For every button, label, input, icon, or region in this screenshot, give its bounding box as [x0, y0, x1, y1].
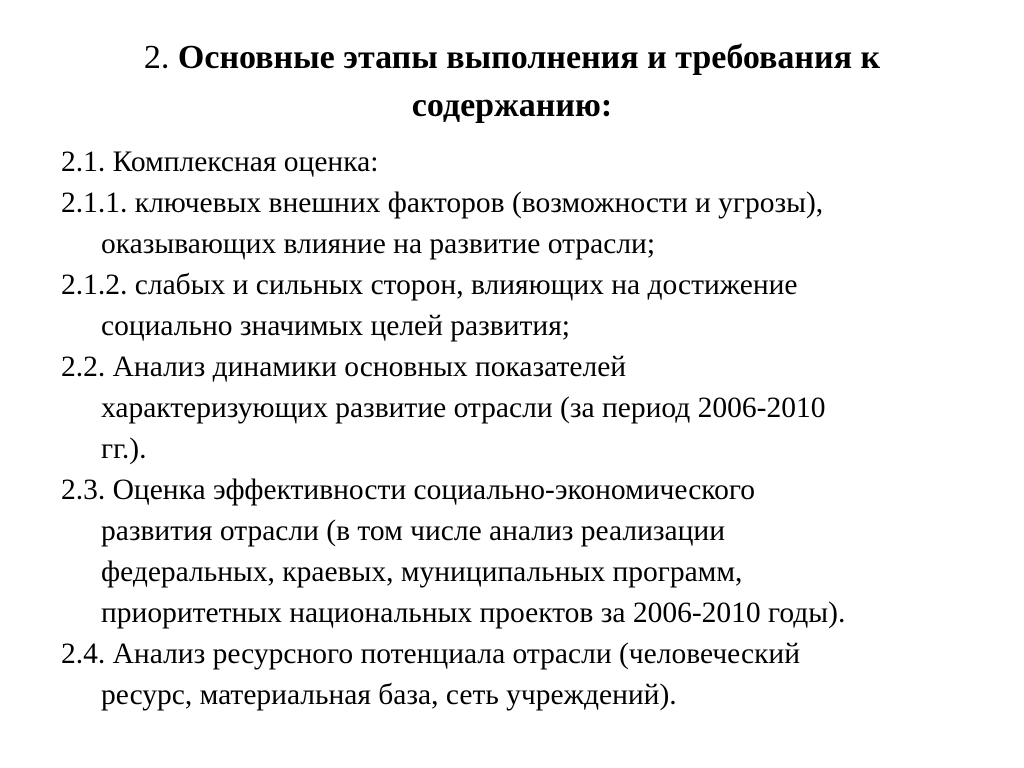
slide-content	[61, 142, 1001, 716]
list-item-line: характеризующих развитие отрасли (за период 2006-2010	[101, 392, 826, 424]
list-item-line: 2.2. Анализ динамики основных показателей	[61, 351, 627, 383]
list-item-line: 2.1.1. ключевых внешних факторов (возможности и угрозы),	[61, 187, 824, 219]
title-text-part-1: Основные этапы выполнения и требования к	[177, 39, 881, 76]
title-line-1	[40, 34, 984, 82]
list-item-line: гг.).	[101, 433, 147, 465]
list-item-2-2	[61, 347, 1001, 470]
title-number: 2.	[143, 39, 170, 76]
list-item-line: 2.1.2. слабых и сильных сторон, влияющих на достижение	[61, 269, 798, 301]
list-item-line: федеральных, краевых, муниципальных программ,	[101, 556, 743, 588]
title-text-part-2: содержанию:	[411, 87, 613, 124]
slide-title	[40, 34, 984, 130]
list-item-line: оказывающих влияние на развитие отрасли;	[101, 228, 656, 260]
list-item-line: ресурс, материальная база, сеть учреждений).	[101, 679, 677, 711]
list-item-2-1	[61, 142, 1001, 183]
list-item-2-1-2	[61, 265, 1001, 347]
list-item-line: социально значимых целей развития;	[101, 310, 570, 342]
list-item-line: развития отрасли (в том числе анализ реализации	[101, 515, 725, 547]
list-item-2-4	[61, 634, 1001, 716]
list-item-line: 2.1. Комплексная оценка:	[61, 146, 379, 178]
list-item-line: 2.3. Оценка эффективности социально-экономического	[61, 474, 755, 506]
list-item-2-3	[61, 470, 1001, 634]
list-item-line: 2.4. Анализ ресурсного потенциала отрасли (человеческий	[61, 638, 800, 670]
list-item-2-1-1	[61, 183, 1001, 265]
list-item-line: приоритетных национальных проектов за 2006-2010 годы).	[101, 597, 846, 629]
